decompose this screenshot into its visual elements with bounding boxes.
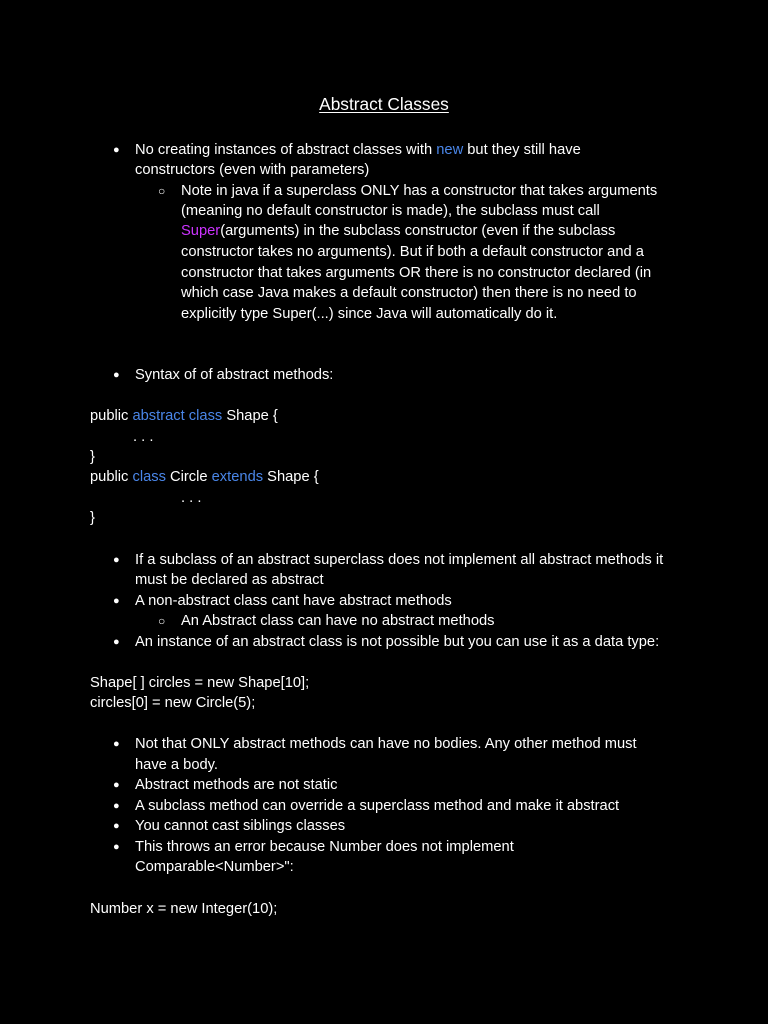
bullet-disc: ● bbox=[113, 554, 120, 566]
bullet-disc: ● bbox=[113, 738, 120, 750]
bullet-text-line: An instance of an abstract class is not possible but you can use it as a data type: bbox=[135, 634, 660, 650]
bullet-disc: ● bbox=[113, 841, 120, 853]
bullet-text-line: This throws an error because Number does not implement bbox=[135, 839, 514, 855]
bullet-disc: ● bbox=[113, 779, 120, 791]
bullet-text-line: You cannot cast siblings classes bbox=[135, 818, 346, 834]
bullet-disc: ● bbox=[113, 369, 120, 381]
code-line: } bbox=[90, 449, 95, 465]
code-line: circles[0] = new Circle(5); bbox=[90, 695, 256, 711]
bullet-text-line: Comparable<Number>": bbox=[135, 859, 294, 875]
sub-bullet-text-line: (meaning no default constructor is made), the subclass must call bbox=[181, 203, 600, 219]
text-run: but they still have bbox=[463, 142, 581, 158]
text-run: (arguments) in the subclass constructor (even if the subclass bbox=[220, 223, 616, 239]
keyword-class: class bbox=[132, 469, 166, 485]
bullet-disc: ● bbox=[113, 636, 120, 648]
bullet-text-line: A non-abstract class cant have abstract methods bbox=[135, 593, 452, 609]
sub-bullet-text-line: constructor takes no arguments). But if both a default constructor and a bbox=[181, 244, 644, 260]
code-line: } bbox=[90, 510, 95, 526]
bullet-text-line: Not that ONLY abstract methods can have no bodies. Any other method must bbox=[135, 736, 637, 752]
bullet-text-line: constructors (even with parameters) bbox=[135, 162, 370, 178]
page-title: Abstract Classes bbox=[319, 94, 449, 114]
code-run: Shape { bbox=[263, 469, 319, 485]
code-line: Shape[ ] circles = new Shape[10]; bbox=[90, 675, 310, 691]
bullet-text-line: Syntax of of abstract methods: bbox=[135, 367, 334, 383]
code-line bbox=[90, 406, 278, 426]
bullet-circle: ○ bbox=[158, 184, 166, 198]
bullet-text-line: have a body. bbox=[135, 757, 219, 773]
bullet-disc: ● bbox=[113, 595, 120, 607]
sub-bullet-text-line: constructor that takes arguments OR there is no constructor declared (in bbox=[181, 265, 652, 281]
bullet-text-line: Abstract methods are not static bbox=[135, 777, 338, 793]
code-line: Number x = new Integer(10); bbox=[90, 901, 278, 917]
sub-bullet-text-line bbox=[181, 221, 615, 241]
text-run: No creating instances of abstract classes with bbox=[135, 142, 437, 158]
code-run: Circle bbox=[165, 469, 212, 485]
sub-bullet-text-line: Note in java if a superclass ONLY has a constructor that takes arguments bbox=[181, 183, 658, 199]
keyword-super: Super bbox=[181, 223, 221, 239]
bullet-text-line: A subclass method can override a superclass method and make it abstract bbox=[135, 798, 620, 814]
code-run: Shape { bbox=[222, 408, 278, 424]
bullet-disc: ● bbox=[113, 820, 120, 832]
keyword-extends: extends bbox=[211, 469, 264, 485]
code-run: public bbox=[90, 469, 133, 485]
sub-bullet-text-line: explicitly type Super(...) since Java will automatically do it. bbox=[181, 306, 558, 322]
keyword-new: new bbox=[436, 142, 464, 158]
code-run: public bbox=[90, 408, 133, 424]
code-ellipsis: . . . bbox=[133, 429, 154, 445]
bullet-text-line: must be declared as abstract bbox=[135, 572, 324, 588]
keyword-abstract-class: abstract class bbox=[132, 408, 223, 424]
bullet-circle: ○ bbox=[158, 614, 166, 628]
bullet-text-line bbox=[135, 140, 581, 160]
sub-bullet-text-line: which case Java makes a default constructor) then there is no need to bbox=[181, 285, 637, 301]
code-ellipsis: . . . bbox=[181, 490, 202, 506]
bullet-disc: ● bbox=[113, 144, 120, 156]
code-line bbox=[90, 467, 319, 487]
bullet-text-line: If a subclass of an abstract superclass does not implement all abstract methods it bbox=[135, 552, 664, 568]
sub-bullet-text-line: An Abstract class can have no abstract methods bbox=[181, 613, 495, 629]
bullet-disc: ● bbox=[113, 800, 120, 812]
